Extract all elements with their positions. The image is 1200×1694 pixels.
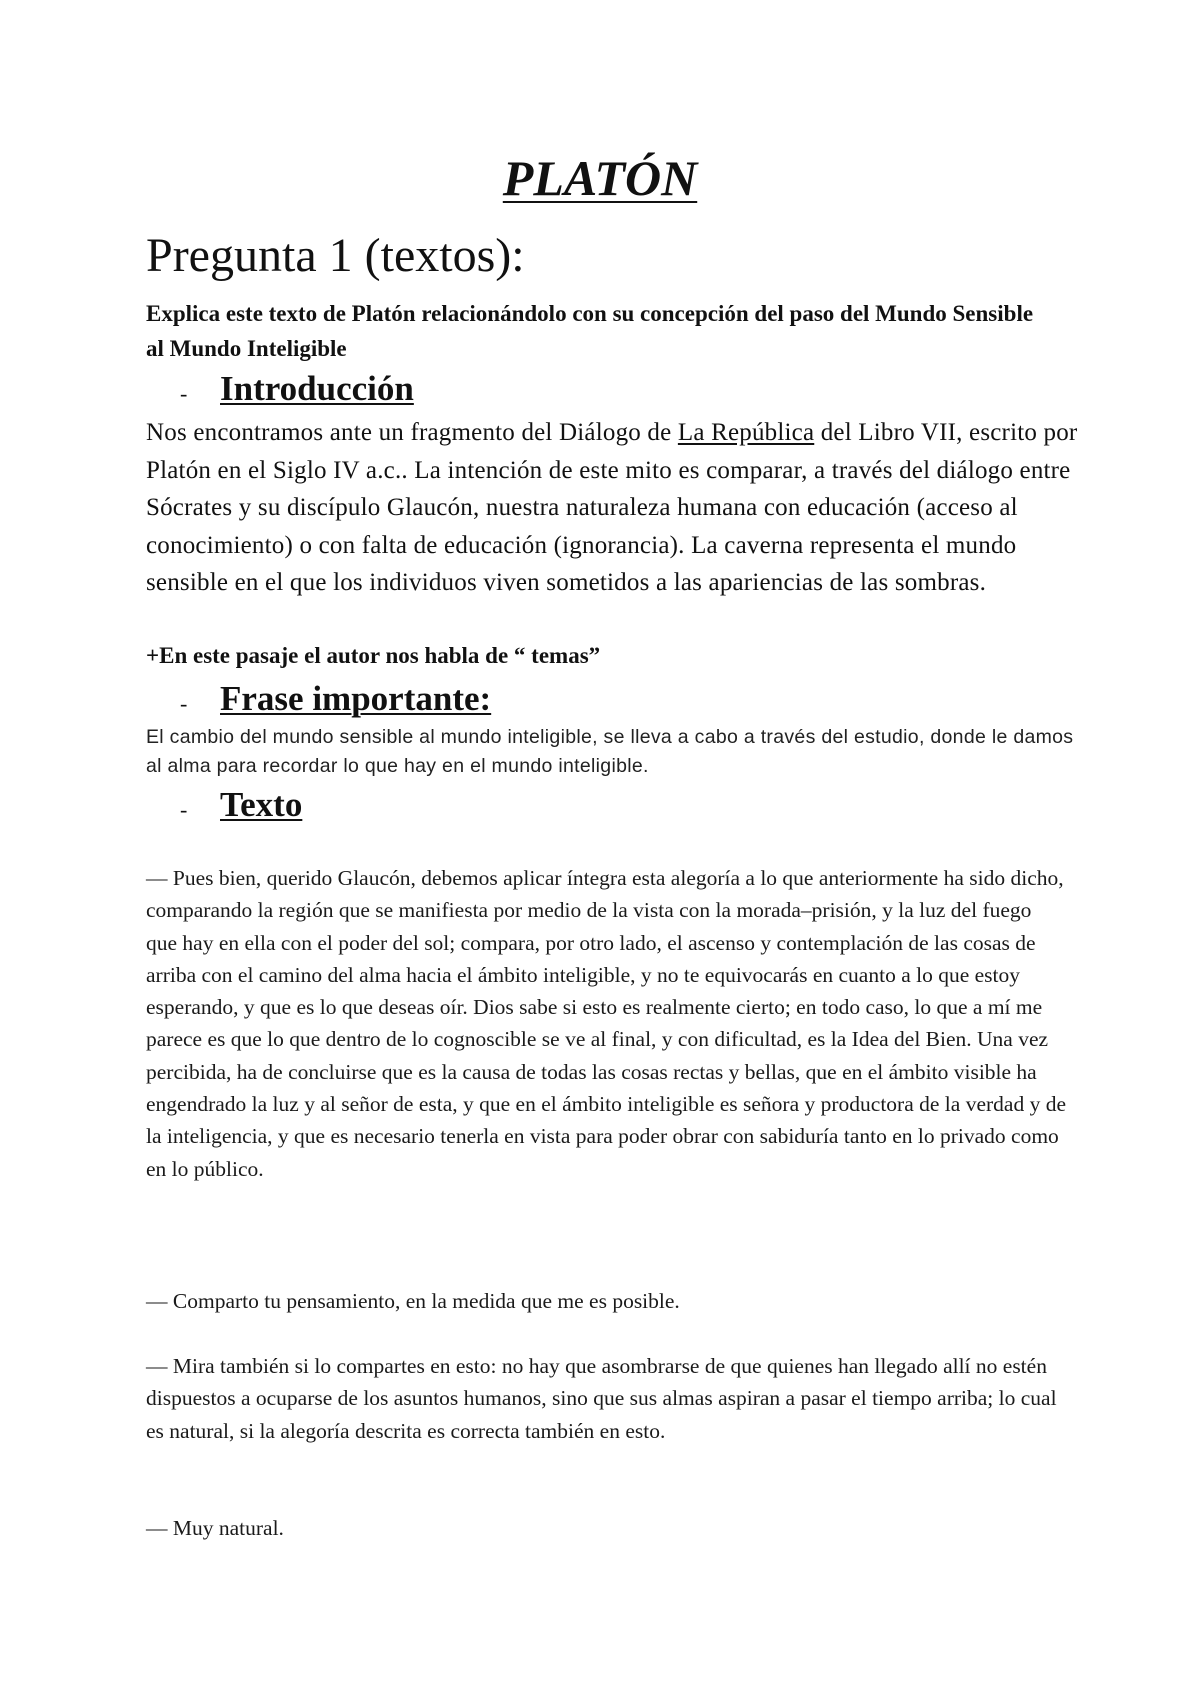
section-title-frase-importante: Frase importante: [220, 679, 492, 718]
question-instruction: Explica este texto de Platón relacionándolo con su concepción del paso del Mundo Sensible al Mundo Inteligible [146, 301, 1034, 361]
dialogue-paragraph: — Comparto tu pensamiento, en la medida que me es posible. [146, 1289, 680, 1313]
section-title-texto: Texto [220, 785, 303, 824]
bullet-dash: - [180, 691, 188, 716]
dialogue-paragraph: — Mira también si lo compartes en esto: no hay que asombrarse de que quienes han llegado allí no estén dispuestos a ocuparse de los asuntos humanos, sino que sus almas aspiran a pasar el tiempo arriba; lo cual es natural, si la alegoría descrita es correcta también en esto. [146, 1354, 1057, 1443]
document-title: PLATÓN [502, 150, 698, 206]
dialogue-paragraph: — Pues bien, querido Glaucón, debemos aplicar íntegra esta alegoría a lo que anteriormente ha sido dicho, comparando la región que se manifiesta por medio de la vista con la morada–prisión, y la luz del fuego que hay en ella con el poder del sol; compara, por otro lado, el ascenso y contemplación de las cosas de arriba con el camino del alma hacia el ámbito inteligible, y no te equivocarás en cuanto a lo que estoy esperando, y que es lo que deseas oír. Dios sabe si esto es realmente cierto; en todo caso, lo que a mí me parece es que lo que dentro de lo cognoscible se ve al final, y con dificultad, es la Idea del Bien. Una vez percibida, ha de concluirse que es la causa de todas las cosas rectas y bellas, que en el ámbito visible ha engendrado la luz y al señor de esta, y que en el ámbito inteligible es señora y productora de la verdad y de la inteligencia, y que es necesario tenerla en vista para poder obrar con sabiduría tanto en lo privado como en lo público. [146, 866, 1066, 1181]
section-title-introduccion: Introducción [220, 369, 414, 408]
important-phrase-text: El cambio del mundo sensible al mundo inteligible, se lleva a cabo a través del estudio, donde le damos al alma para recordar lo que hay en el mundo inteligible. [146, 726, 1074, 777]
dialogue-paragraph: — Muy natural. [146, 1516, 284, 1540]
bullet-dash: - [180, 797, 188, 822]
question-heading: Pregunta 1 (textos): [146, 229, 525, 282]
la-republica-link[interactable]: La República [677, 419, 815, 446]
intro-text-start: Nos encontramos ante un fragmento del Diálogo de [146, 419, 678, 446]
bullet-dash: - [180, 381, 188, 406]
intro-text-rest: del Libro VII, escrito por Platón en el Siglo IV a.c.. La intención de este mito es comparar, a través del diálogo entre Sócrates y su discípulo Glaucón, nuestra naturaleza humana con educación (acceso al conocimiento) o con falta de educación (ignorancia). La caverna representa el mundo sensible en el que los individuos viven sometidos a las apariencias de las sombras. [146, 419, 1078, 596]
introduction-paragraph [146, 414, 1086, 602]
temas-line: +En este pasaje el autor nos habla de “ temas” [146, 643, 601, 668]
